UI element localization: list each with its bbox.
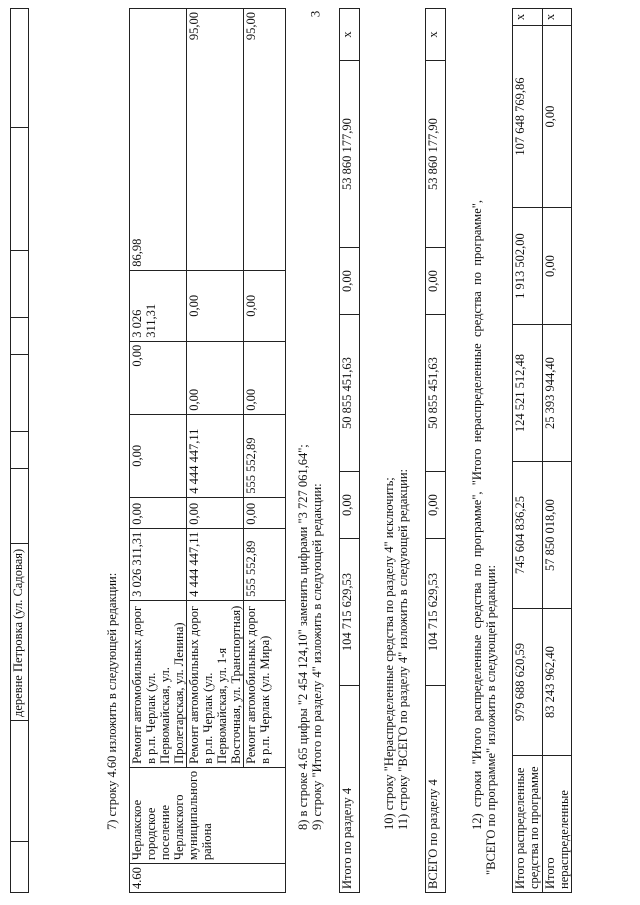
- table-row: [11, 9, 29, 893]
- cell: 0,00: [130, 341, 187, 414]
- paragraph-7: 7) строку 4.60 изложить в следующей редакции:: [105, 572, 119, 830]
- table-row: [244, 9, 286, 893]
- cell: 0,00: [340, 472, 360, 539]
- all-section-4-table: [425, 8, 446, 893]
- cell: 3 026 311,31: [130, 528, 187, 600]
- cell: 0,00: [543, 26, 572, 208]
- paragraph-11: 11) строку "ВСЕГО по разделу 4" изложить в следующей редакции:: [396, 468, 410, 830]
- paragraph-9: 9) строку "Итого по разделу 4" изложить в следующей редакции:: [310, 483, 324, 830]
- cell: 555 552,89: [244, 414, 286, 497]
- cell: 0,00: [187, 341, 244, 414]
- cell: 0,00: [244, 341, 286, 414]
- top-table-fragment: [10, 8, 29, 893]
- table-row: [130, 9, 187, 893]
- cell: 57 850 018,00: [543, 462, 572, 609]
- row-4-60-table: [129, 8, 286, 893]
- cell: 0,00: [130, 414, 187, 497]
- cell: 124 521 512,48: [513, 325, 543, 462]
- paragraph-8: 8) в строке 4.65 цифры "2 454 124,10" заменить цифрами "3 727 061,64";: [296, 444, 310, 830]
- work-item: Ремонт автомобильных дорог в р.п. Черлак (ул. Мира): [244, 600, 286, 767]
- cell: 0,00: [187, 270, 244, 341]
- cell: 83 243 962,40: [543, 609, 572, 756]
- cell: 0,00: [244, 270, 286, 341]
- table-row: [187, 9, 244, 893]
- cell: х: [340, 9, 360, 61]
- cell: 1 913 502,00: [513, 208, 543, 325]
- total-section-4-table: [339, 8, 360, 893]
- row-label: Итого нераспределенные: [543, 756, 572, 893]
- cell: х: [513, 9, 543, 26]
- cell: 86,98: [130, 9, 187, 271]
- cell: 50 855 451,63: [426, 315, 446, 472]
- paragraph-12: 12) строки "Итого распределенные средства по программе", "Итого нераспределенные средства по программе", "ВСЕГО по программе" изложить в следующей редакции:: [470, 200, 498, 875]
- cell: 104 715 629,53: [340, 539, 360, 686]
- cell: 53 860 177,90: [340, 61, 360, 248]
- cell: 0,00: [244, 497, 286, 528]
- cell: 4 444 447,11: [187, 414, 244, 497]
- cell: 555 552,89: [244, 528, 286, 600]
- table-row: [513, 9, 543, 893]
- table-row: [426, 9, 446, 893]
- cell: х: [543, 9, 572, 26]
- row-number: 4.60: [130, 864, 286, 893]
- cell: 0,00: [187, 497, 244, 528]
- cell: 53 860 177,90: [426, 61, 446, 248]
- table-row: [543, 9, 572, 893]
- cell: 0,00: [543, 208, 572, 325]
- cell: 25 393 944,40: [543, 325, 572, 462]
- cell: 979 688 620,59: [513, 609, 543, 756]
- row-label: ВСЕГО по разделу 4: [426, 686, 446, 893]
- cell: 0,00: [130, 497, 187, 528]
- program-totals-table: [512, 8, 572, 893]
- cell: 3 026 311,31: [130, 270, 187, 341]
- row-label: Итого по разделу 4: [340, 686, 360, 893]
- cell: 4 444 447,11: [187, 528, 244, 600]
- cell: 107 648 769,86: [513, 26, 543, 208]
- work-item: Ремонт автомобильных дорог в р.п. Черлак (ул. Первомайская, ул. Пролетарская, ул. Ленина): [130, 600, 187, 767]
- cell: х: [426, 9, 446, 61]
- municipality-name: Черлакское городское поселение Черлакского муниципального района: [130, 767, 286, 863]
- cell: 0,00: [426, 248, 446, 315]
- cell: 0,00: [340, 248, 360, 315]
- cell: 745 604 836,25: [513, 462, 543, 609]
- table-row: [340, 9, 360, 893]
- row-label: Итого распределенные средства по программе: [513, 756, 543, 893]
- paragraph-10: 10) строку "Нераспределенные средства по разделу 4" исключить;: [382, 477, 396, 830]
- work-item: Ремонт автомобильных дорог в р.п. Черлак (ул. Первомайская, ул. 1-я Восточная, ул. Транспортная): [187, 600, 244, 767]
- cell: 50 855 451,63: [340, 315, 360, 472]
- top-row-text: деревне Петровка (ул. Садовая): [11, 544, 29, 721]
- cell: 0,00: [426, 472, 446, 539]
- cell: 95,00: [187, 9, 244, 271]
- cell: 104 715 629,53: [426, 539, 446, 686]
- cell: 95,00: [244, 9, 286, 271]
- page-number: 3: [307, 10, 323, 18]
